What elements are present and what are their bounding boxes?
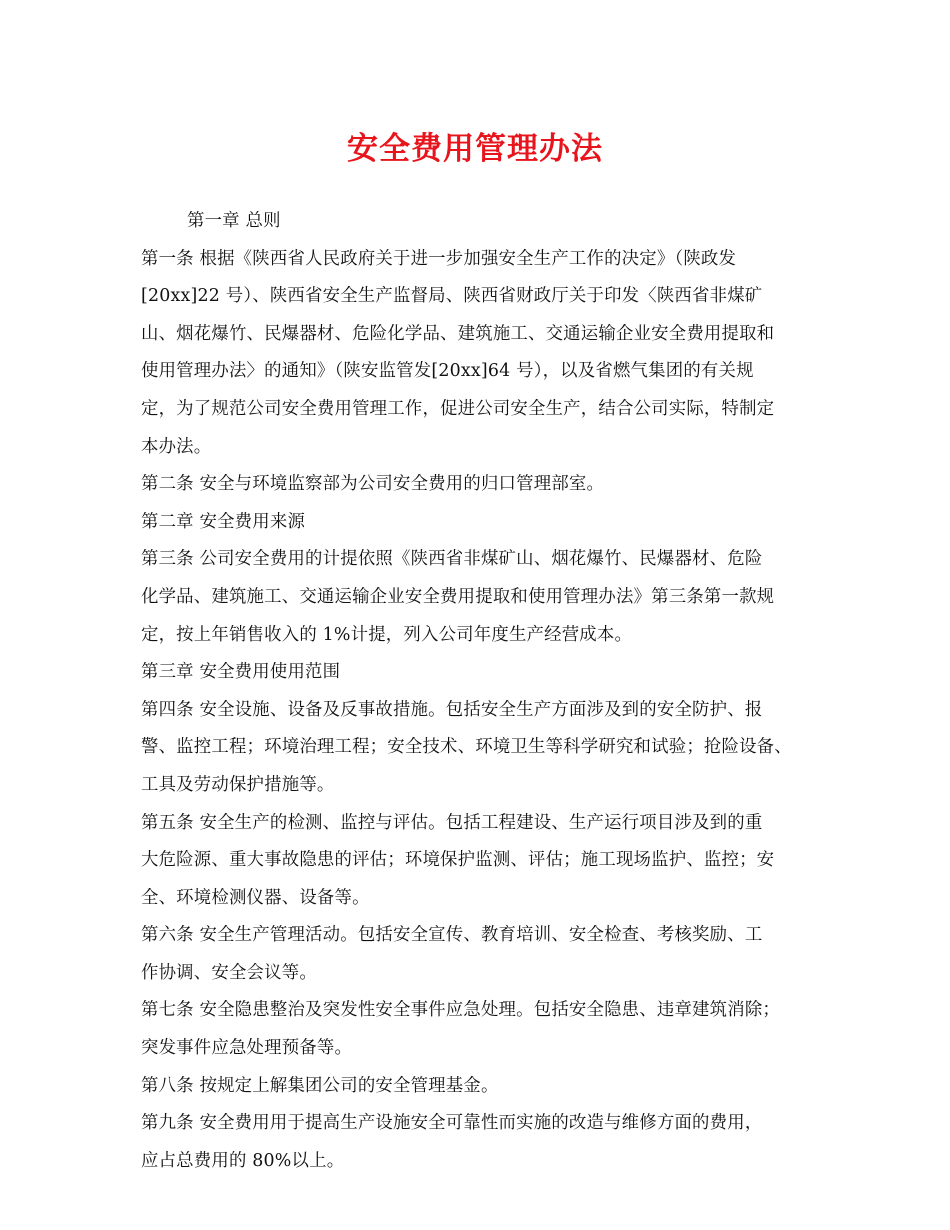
paragraph-line: [20xx]22 号）、陕西省安全生产监督局、陕西省财政厅关于印发〈陕西省非煤矿 [141, 286, 763, 307]
paragraph-line: 第四条 安全设施、设备及反事故措施。包括安全生产方面涉及到的安全防护、报 [141, 699, 763, 720]
paragraph-line: 突发事件应急处理预备等。 [141, 1038, 353, 1059]
document-body [141, 203, 841, 1180]
paragraph-line: 第九条 安全费用用于提高生产设施安全可靠性而实施的改造与维修方面的费用， [141, 1113, 763, 1134]
document-title: 安全费用管理办法 [347, 131, 603, 167]
chapter-heading: 第一章 总则 [187, 211, 281, 231]
paragraph-line: 山、烟花爆竹、民爆器材、危险化学品、建筑施工、交通运输企业安全费用提取和 [141, 323, 775, 344]
paragraph-line: 定，为了规范公司安全费用管理工作，促进公司安全生产，结合公司实际，特制定 [141, 398, 775, 419]
chapter-heading: 第二章 安全费用来源 [141, 511, 306, 532]
paragraph-line: 化学品、建筑施工、交通运输企业安全费用提取和使用管理办法》第三条第一款规 [141, 586, 775, 607]
paragraph-line: 警、监控工程；环境治理工程；安全技术、环境卫生等科学研究和试验；抢险设备、 [141, 737, 792, 758]
paragraph-line: 第六条 安全生产管理活动。包括安全宣传、教育培训、安全检查、考核奖励、工 [141, 925, 763, 946]
chapter-heading: 第三章 安全费用使用范围 [141, 662, 341, 683]
paragraph-line: 本办法。 [141, 436, 212, 457]
paragraph-line: 应占总费用的 80%以上。 [141, 1150, 345, 1171]
paragraph-line: 定，按上年销售收入的 1%计提，列入公司年度生产经营成本。 [141, 624, 633, 645]
paragraph-line: 第二条 安全与环境监察部为公司安全费用的归口管理部室。 [141, 474, 605, 495]
paragraph-line: 第八条 按规定上解集团公司的安全管理基金。 [141, 1075, 499, 1096]
paragraph-line: 第三条 公司安全费用的计提依照《陕西省非煤矿山、烟花爆竹、民爆器材、危险 [141, 549, 763, 570]
paragraph-line: 第七条 安全隐患整治及突发性安全事件应急处理。包括安全隐患、违章建筑消除； [141, 1000, 780, 1021]
paragraph-line: 大危险源、重大事故隐患的评估；环境保护监测、评估；施工现场监护、监控；安 [141, 850, 775, 871]
paragraph-line: 工具及劳动保护措施等。 [141, 774, 335, 795]
paragraph-line: 使用管理办法〉的通知》（陕安监管发[20xx]64 号），以及省燃气集团的有关规 [141, 361, 754, 382]
paragraph-line: 第一条 根据《陕西省人民政府关于进一步加强安全生产工作的决定》（陕政发 [141, 248, 737, 269]
paragraph-line: 作协调、安全会议等。 [141, 962, 317, 983]
paragraph-line: 全、环境检测仪器、设备等。 [141, 887, 370, 908]
paragraph-line: 第五条 安全生产的检测、监控与评估。包括工程建设、生产运行项目涉及到的重 [141, 812, 763, 833]
